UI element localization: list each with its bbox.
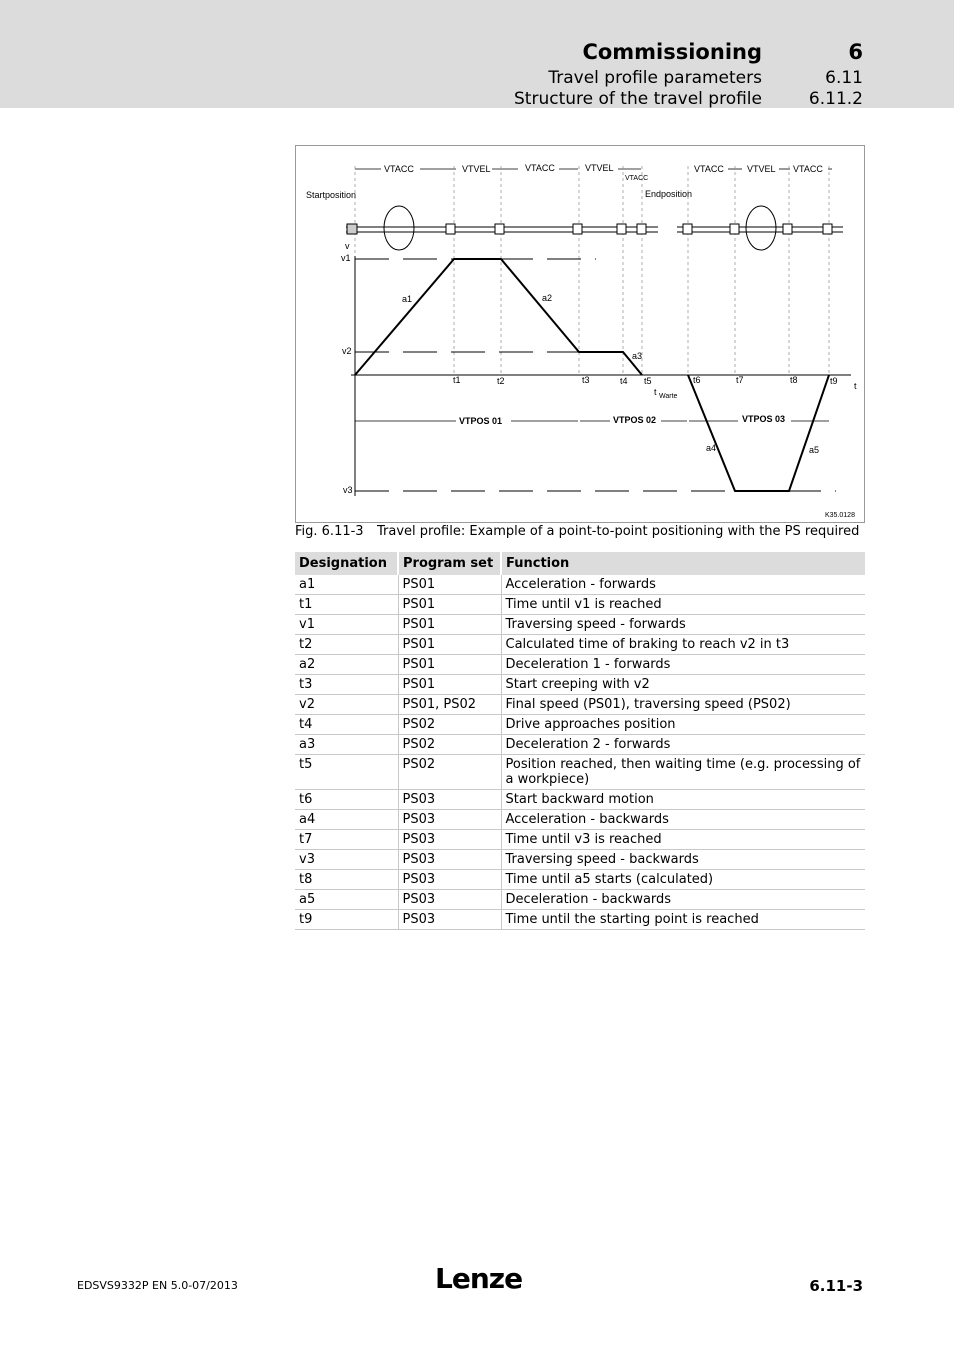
designation-cell: a4 <box>295 810 398 830</box>
program-set-cell: PS03 <box>398 890 501 910</box>
table-row <box>295 615 865 635</box>
designation-cell: t6 <box>295 790 398 810</box>
table-row <box>295 575 865 595</box>
footer-doc-id: EDSVS9332P EN 5.0-07/2013 <box>77 1279 238 1292</box>
program-set-cell: PS03 <box>398 830 501 850</box>
top-label-vtvel-1: VTVEL <box>462 164 491 174</box>
function-cell: Final speed (PS01), traversing speed (PS02) <box>501 695 865 715</box>
function-cell: Deceleration 2 - forwards <box>501 735 865 755</box>
table-row <box>295 595 865 615</box>
travel-profile-diagram <box>296 146 864 522</box>
designation-cell: v1 <box>295 615 398 635</box>
header-function: Function <box>501 552 865 575</box>
designation-cell: v2 <box>295 695 398 715</box>
chapter-title: Commissioning <box>582 40 762 64</box>
top-label-vtacc-5: VTACC <box>793 164 823 174</box>
program-set-cell: PS01 <box>398 655 501 675</box>
table-header-row <box>295 552 865 575</box>
top-label-vtvel-2: VTVEL <box>585 163 614 173</box>
table-row <box>295 735 865 755</box>
designation-cell: t9 <box>295 910 398 930</box>
accel-a3: a3 <box>632 351 643 361</box>
program-set-cell: PS01 <box>398 675 501 695</box>
section-number: 6.11 <box>825 68 863 88</box>
designation-cell: t7 <box>295 830 398 850</box>
program-set-cell: PS02 <box>398 755 501 790</box>
time-mark-t3: t3 <box>582 375 590 385</box>
travel-profile-figure <box>295 145 865 523</box>
program-set-01: VTPOS 01 <box>459 416 503 426</box>
table-body <box>295 575 865 930</box>
top-label-vtacc-2: VTACC <box>525 163 555 173</box>
function-cell: Acceleration - backwards <box>501 810 865 830</box>
time-mark-t2: t2 <box>497 376 505 386</box>
function-cell: Deceleration 1 - forwards <box>501 655 865 675</box>
function-cell: Time until a5 starts (calculated) <box>501 870 865 890</box>
axis-v-label: v <box>345 241 350 251</box>
program-set-cell: PS02 <box>398 715 501 735</box>
level-v1: v1 <box>341 253 351 263</box>
designation-cell: v3 <box>295 850 398 870</box>
accel-a2: a2 <box>542 293 553 303</box>
accel-a1: a1 <box>402 294 413 304</box>
program-set-cell: PS03 <box>398 810 501 830</box>
function-cell: Time until the starting point is reached <box>501 910 865 930</box>
function-cell: Position reached, then waiting time (e.g. processing of a workpiece) <box>501 755 865 790</box>
caption-number: Fig. 6.11-3 <box>295 524 364 539</box>
top-label-vtacc-1: VTACC <box>384 164 414 174</box>
designation-cell: t2 <box>295 635 398 655</box>
accel-a5: a5 <box>809 445 820 455</box>
top-label-vtacc-3: VTACC <box>625 175 649 182</box>
table-row <box>295 810 865 830</box>
designation-cell: a1 <box>295 575 398 595</box>
time-mark-t9: t9 <box>830 376 838 386</box>
function-cell: Start creeping with v2 <box>501 675 865 695</box>
function-cell: Start backward motion <box>501 790 865 810</box>
figure-caption <box>295 524 859 539</box>
designation-cell: t8 <box>295 870 398 890</box>
caption-text: Travel profile: Example of a point-to-point positioning with the PS required <box>377 524 860 539</box>
chapter-number: 6 <box>848 40 863 64</box>
program-set-cell: PS02 <box>398 735 501 755</box>
wait-time-sub: Warte <box>659 393 678 400</box>
table-row <box>295 675 865 695</box>
start-position-label: Startposition <box>306 190 357 200</box>
time-mark-t6: t6 <box>693 375 701 385</box>
end-position-label: Endposition <box>645 189 693 199</box>
table-row <box>295 850 865 870</box>
table-row <box>295 910 865 930</box>
program-set-03: VTPOS 03 <box>742 414 786 424</box>
footer-page-number: 6.11-3 <box>809 1277 863 1295</box>
program-set-cell: PS01 <box>398 575 501 595</box>
program-set-02: VTPOS 02 <box>613 415 657 425</box>
level-v2: v2 <box>342 346 352 356</box>
function-cell: Traversing speed - forwards <box>501 615 865 635</box>
table-row <box>295 715 865 735</box>
level-v3: v3 <box>343 485 353 495</box>
designation-cell: a2 <box>295 655 398 675</box>
designation-cell: t5 <box>295 755 398 790</box>
axis-t-label: t <box>854 381 857 391</box>
time-mark-t8: t8 <box>790 375 798 385</box>
time-mark-t4: t4 <box>620 376 628 386</box>
header-designation: Designation <box>295 552 398 575</box>
parameter-table <box>295 552 865 930</box>
program-set-cell: PS01 <box>398 615 501 635</box>
table-row <box>295 890 865 910</box>
designation-cell: t4 <box>295 715 398 735</box>
function-cell: Acceleration - forwards <box>501 575 865 595</box>
time-mark-t7: t7 <box>736 375 744 385</box>
lenze-logo: Lenze <box>435 1262 523 1295</box>
program-set-cell: PS03 <box>398 790 501 810</box>
program-set-cell: PS03 <box>398 870 501 890</box>
function-cell: Drive approaches position <box>501 715 865 735</box>
table-row <box>295 635 865 655</box>
program-set-cell: PS03 <box>398 850 501 870</box>
table-row <box>295 695 865 715</box>
designation-cell: a5 <box>295 890 398 910</box>
accel-a4: a4 <box>706 443 717 453</box>
top-label-vtvel-3: VTVEL <box>747 164 776 174</box>
section-title: Travel profile parameters <box>548 68 762 88</box>
program-set-cell: PS03 <box>398 910 501 930</box>
table-row <box>295 830 865 850</box>
wait-time-label: t <box>654 387 657 397</box>
designation-cell: t1 <box>295 595 398 615</box>
header-program-set: Program set <box>398 552 501 575</box>
function-cell: Deceleration - backwards <box>501 890 865 910</box>
top-label-vtacc-4: VTACC <box>694 164 724 174</box>
function-cell: Traversing speed - backwards <box>501 850 865 870</box>
figure-id: K35.0128 <box>825 512 855 519</box>
time-mark-t1: t1 <box>453 375 461 385</box>
subsection-number: 6.11.2 <box>808 89 863 109</box>
program-set-cell: PS01, PS02 <box>398 695 501 715</box>
subsection-title: Structure of the travel profile <box>514 89 762 109</box>
table-row <box>295 790 865 810</box>
program-set-cell: PS01 <box>398 595 501 615</box>
designation-cell: a3 <box>295 735 398 755</box>
function-cell: Time until v1 is reached <box>501 595 865 615</box>
function-cell: Time until v3 is reached <box>501 830 865 850</box>
program-set-cell: PS01 <box>398 635 501 655</box>
table-row <box>295 655 865 675</box>
time-mark-t5: t5 <box>644 376 652 386</box>
designation-cell: t3 <box>295 675 398 695</box>
table-row <box>295 755 865 790</box>
table-row <box>295 870 865 890</box>
function-cell: Calculated time of braking to reach v2 in t3 <box>501 635 865 655</box>
